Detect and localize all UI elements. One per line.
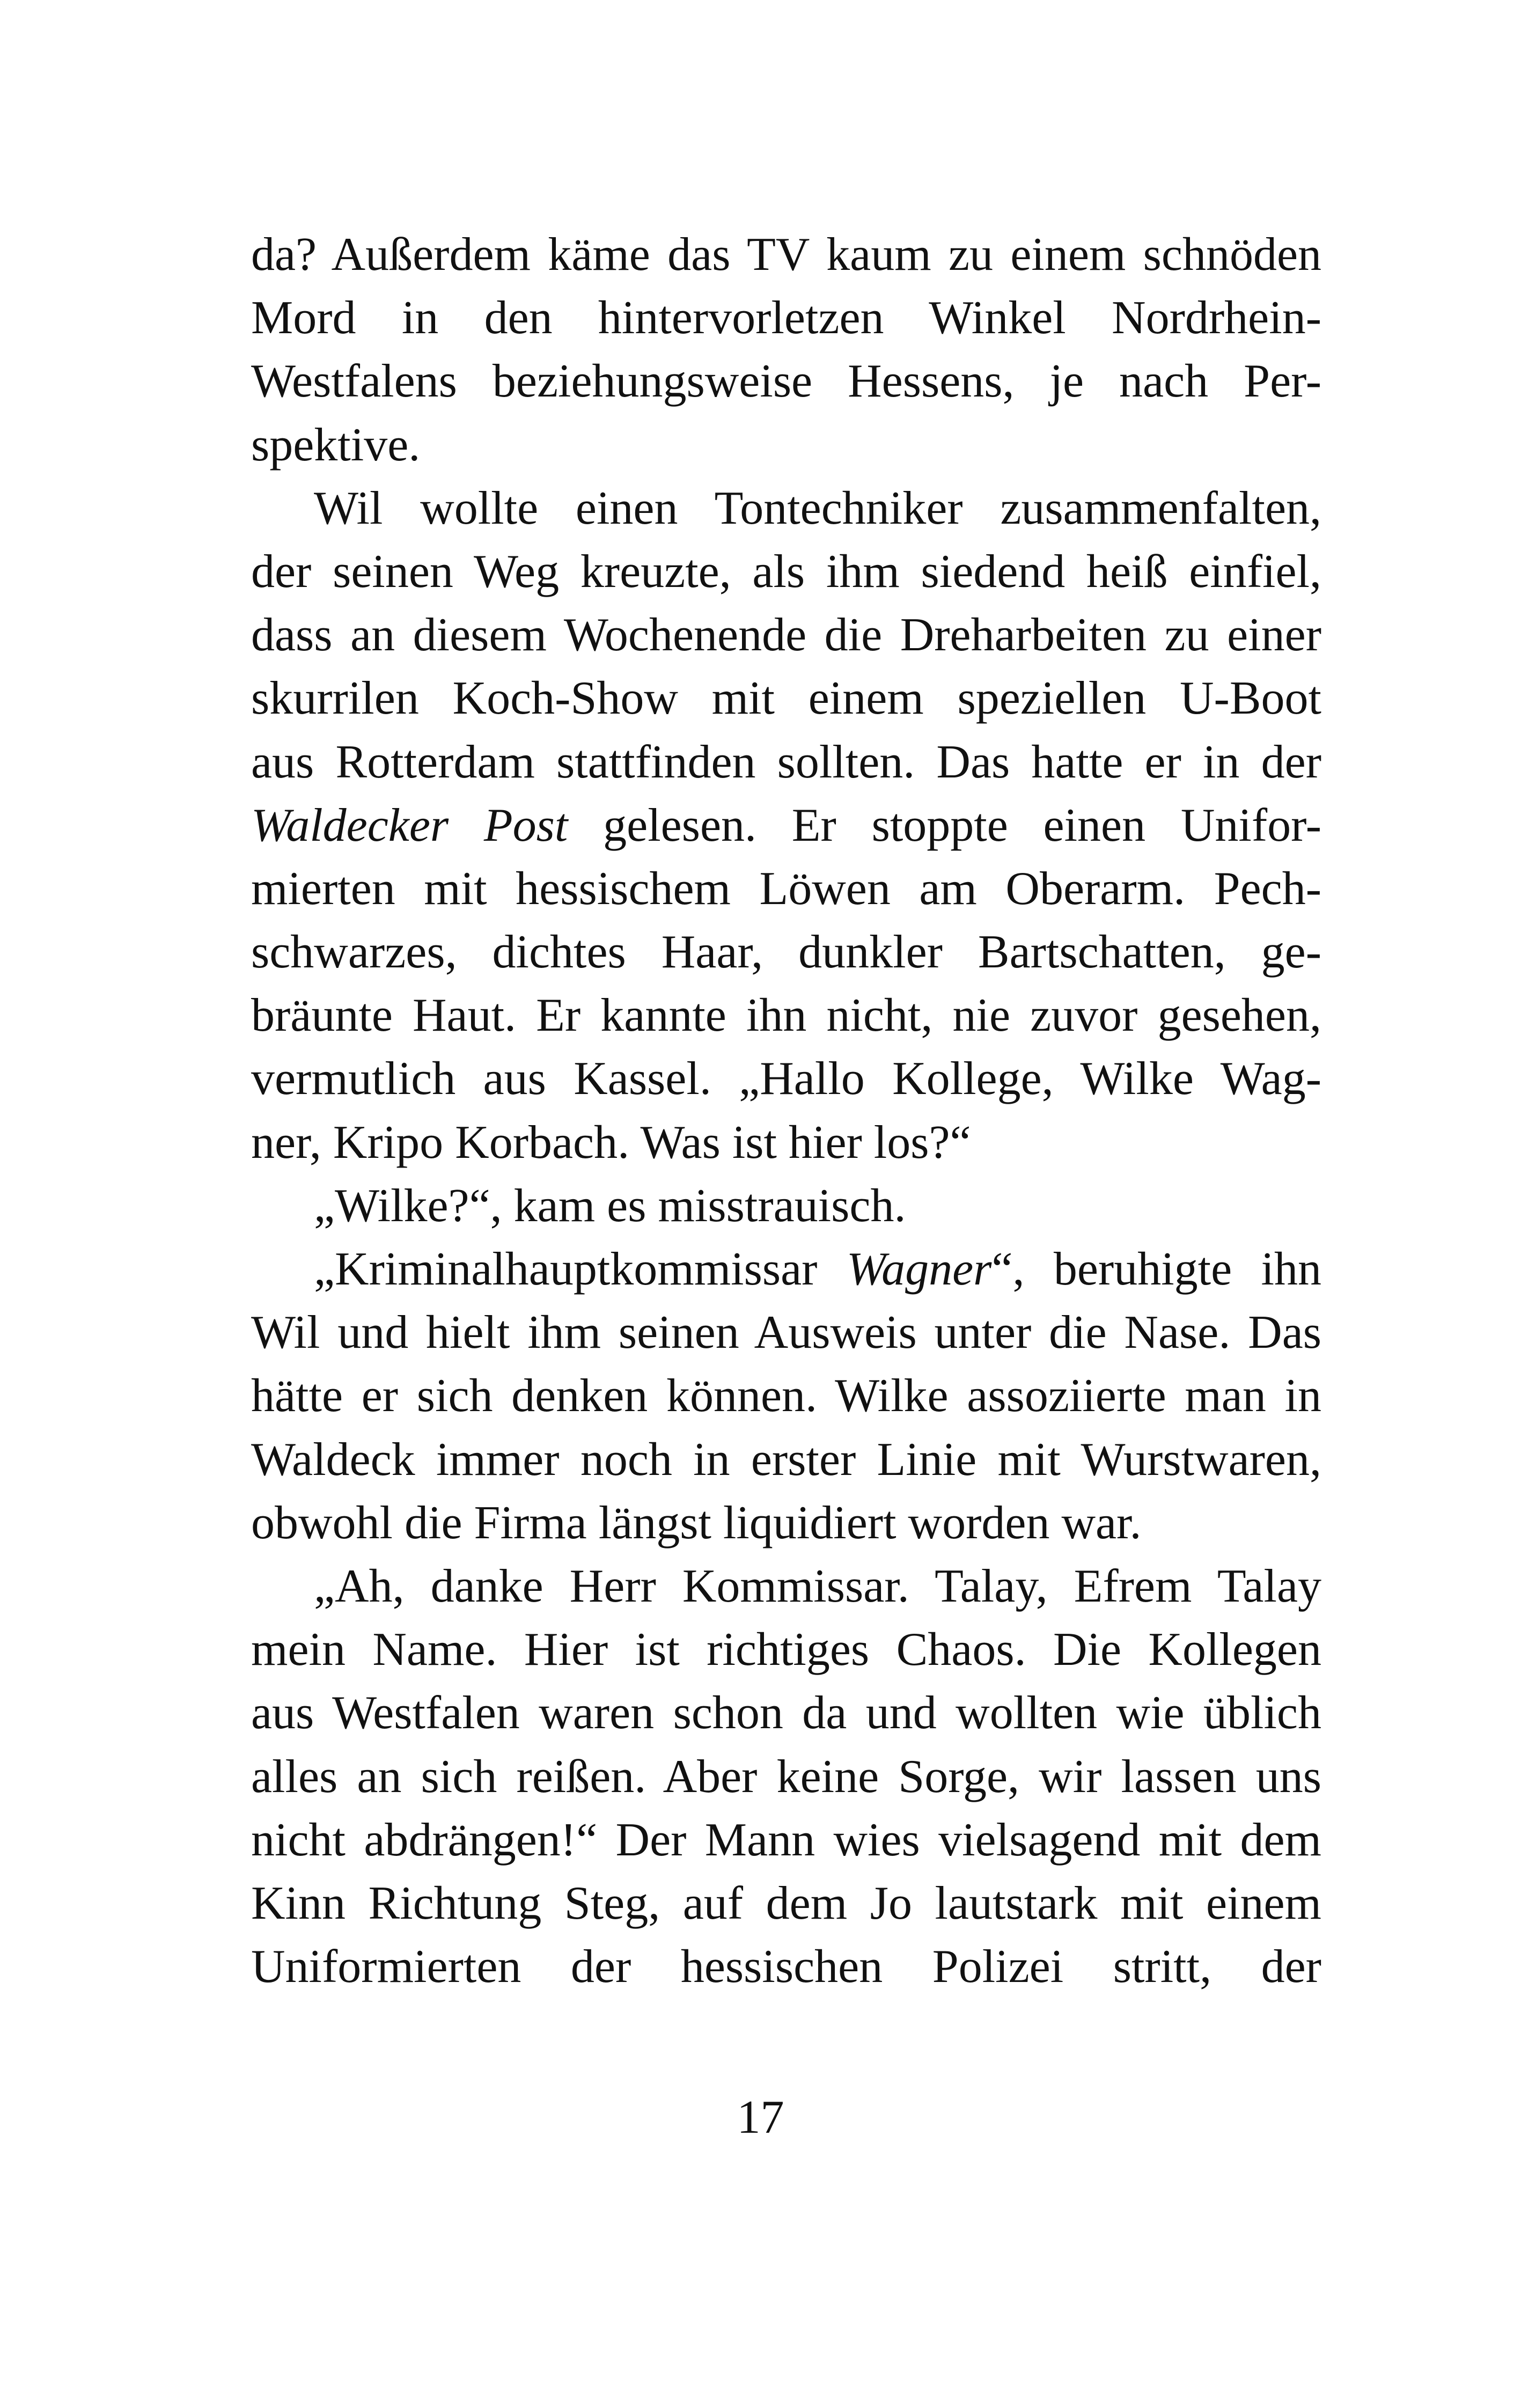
text-line xyxy=(251,794,1321,857)
text-line xyxy=(251,604,1321,667)
text-segment: Westfalens beziehungsweise Hessens, je nach Per- xyxy=(251,355,1321,408)
text-line xyxy=(251,1872,1321,1935)
text-segment: mein Name. Hier ist richtiges Chaos. Die Kollegen xyxy=(251,1624,1321,1676)
text-segment: „Kriminalhauptkommissar xyxy=(314,1243,847,1295)
text-line xyxy=(251,477,1321,540)
text-line xyxy=(251,1745,1321,1809)
text-line xyxy=(251,540,1321,604)
text-segment: bräunte Haut. Er kannte ihn nicht, nie zuvor gesehen, xyxy=(251,989,1321,1042)
text-line xyxy=(251,1047,1321,1111)
text-line xyxy=(251,1428,1321,1492)
italic-text: Wagner xyxy=(846,1243,992,1295)
text-line xyxy=(251,1555,1321,1618)
text-segment: Wil und hielt ihm seinen Ausweis unter die Nase. Das xyxy=(251,1306,1321,1359)
italic-text: Waldecker Post xyxy=(251,799,568,851)
text-line xyxy=(251,857,1321,921)
text-segment: ner, Kripo Korbach. Was ist hier los?“ xyxy=(251,1116,971,1169)
text-line xyxy=(251,1238,1321,1301)
text-segment: “, beruhigte ihn xyxy=(991,1243,1322,1295)
text-segment: spektive. xyxy=(251,419,421,471)
text-line xyxy=(251,1809,1321,1872)
text-line xyxy=(251,1111,1321,1174)
text-segment: „Ah, danke Herr Kommissar. Talay, Efrem Talay xyxy=(314,1560,1321,1612)
text-line xyxy=(251,1174,1321,1238)
text-segment: skurrilen Koch-Show mit einem speziellen U-Boot xyxy=(251,672,1321,725)
text-line xyxy=(251,921,1321,984)
text-line xyxy=(251,731,1321,794)
text-segment: vermutlich aus Kassel. „Hallo Kollege, Wilke Wag- xyxy=(251,1053,1321,1105)
text-segment: mierten mit hessischem Löwen am Oberarm. Pech- xyxy=(251,862,1321,915)
text-line xyxy=(251,1301,1321,1364)
text-segment: aus Rotterdam stattfinden sollten. Das hatte er in der xyxy=(251,736,1321,788)
text-line xyxy=(251,1682,1321,1745)
body-text xyxy=(251,223,1321,1999)
text-line xyxy=(251,1364,1321,1428)
text-line xyxy=(251,287,1321,350)
text-segment: dass an diesem Wochenende die Dreharbeiten zu einer xyxy=(251,609,1321,662)
text-segment: Kinn Richtung Steg, auf dem Jo lautstark mit einem xyxy=(251,1877,1321,1929)
text-line xyxy=(251,223,1321,287)
text-line xyxy=(251,350,1321,413)
text-segment: Wil wollte einen Tontechniker zusammenfalten, xyxy=(314,482,1321,534)
text-segment: Mord in den hintervorletzen Winkel Nordrhein- xyxy=(251,292,1321,344)
text-segment: der seinen Weg kreuzte, als ihm siedend heiß einfiel, xyxy=(251,545,1321,598)
text-segment: Uniformierten der hessischen Polizei stritt, der xyxy=(251,1941,1321,1993)
text-segment: Waldeck immer noch in erster Linie mit Wurstwaren, xyxy=(251,1433,1321,1486)
text-segment: „Wilke?“, kam es misstrauisch. xyxy=(314,1179,906,1232)
text-segment: aus Westfalen waren schon da und wollten wie üblich xyxy=(251,1687,1321,1739)
text-line xyxy=(251,1935,1321,1999)
text-segment: da? Außerdem käme das TV kaum zu einem schnöden xyxy=(251,229,1321,281)
text-line xyxy=(251,414,1321,477)
text-segment: schwarzes, dichtes Haar, dunkler Bartschatten, ge- xyxy=(251,926,1321,979)
text-line xyxy=(251,1492,1321,1555)
text-segment: hätte er sich denken können. Wilke assoziierte man in xyxy=(251,1370,1321,1422)
text-line xyxy=(251,1618,1321,1682)
page-number: 17 xyxy=(737,2091,784,2143)
text-line xyxy=(251,984,1321,1047)
text-segment: alles an sich reißen. Aber keine Sorge, wir lassen uns xyxy=(251,1750,1321,1803)
text-line xyxy=(251,667,1321,730)
text-segment: nicht abdrängen!“ Der Mann wies vielsagend mit dem xyxy=(251,1814,1321,1866)
text-segment: obwohl die Firma längst liquidiert worden war. xyxy=(251,1496,1142,1549)
text-segment: gelesen. Er stoppte einen Unifor- xyxy=(568,799,1322,851)
